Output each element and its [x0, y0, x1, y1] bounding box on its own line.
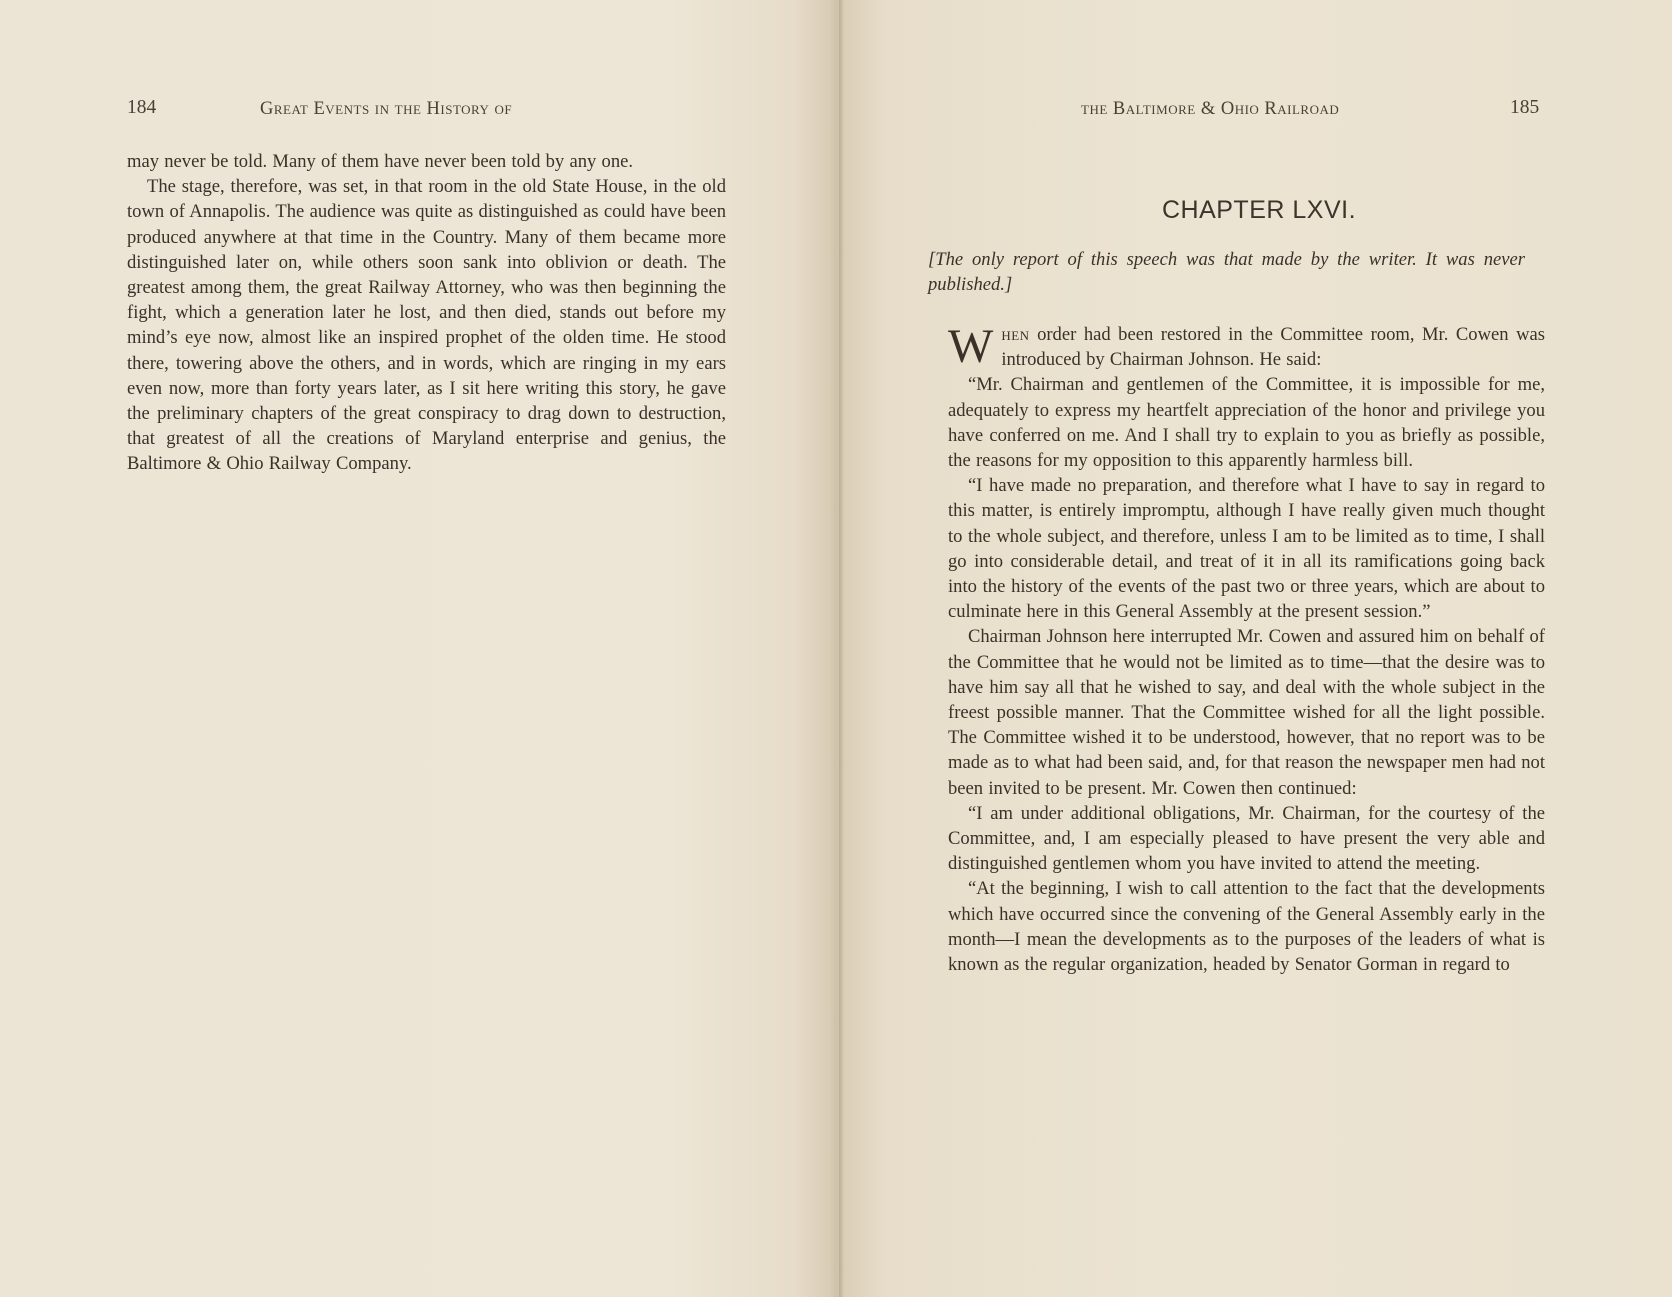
editorial-note: [The only report of this speech was that made by the writer. It was never published.] — [928, 249, 1525, 296]
paragraph: Chairman Johnson here interrupted Mr. Cowen and assured him on behalf of the Committee that he would not be limited as to time—that the desire was to have him say all that he wished to say, and deal with the whole subject in the freest possible manner. That the Committee wished for all the light possible. The Committee wished it to be understood, however, that no report was to be made as to what had been said, and, for that reason the newspaper men had not been invited to be present. Mr. Cowen then continued: — [948, 626, 1545, 799]
paragraph: “I have made no preparation, and therefore what I have to say in regard to this matter, is entirely impromptu, although I have really given much thought to the whole subject, and therefore, unless I am to be limited as to time, I shall go into considerable detail, and treat of it in all its ramifications going back into the history of the events of the past two or three years, which are about to culminate here in this General Assembly at the present session.” — [948, 475, 1545, 623]
body-text — [127, 149, 726, 477]
paragraph: “I am under additional obligations, Mr. Chairman, for the courtesy of the Committee, and, I am especially pleased to have present the very able and distinguished gentlemen whom you have invited to attend the meeting. — [948, 802, 1545, 875]
paragraph: “At the beginning, I wish to call attention to the fact that the developments which have occurred since the convening of the General Assembly early in the month—I mean the developments as to the purposes of the leaders of what is known as the regular organization, headed by Senator Gorman in regard to — [948, 878, 1545, 976]
paragraph: may never be told. Many of them have never been told by any one. — [127, 151, 634, 172]
chapter-title: CHAPTER LXVI. — [1161, 196, 1357, 224]
paragraph: “Mr. Chairman and gentlemen of the Committee, it is impossible for me, adequately to express my heartfelt appreciation of the honor and privilege you have conferred on me. And I shall try to explain to you as briefly as possible, the reasons for my opposition to this apparently harmless bill. — [948, 374, 1545, 472]
running-head: Great Events in the History of — [260, 99, 513, 119]
right-page — [846, 0, 1672, 1297]
drop-cap: W — [948, 320, 994, 373]
running-head: the Baltimore & Ohio Railroad — [1081, 99, 1340, 119]
book-gutter — [839, 0, 843, 1297]
body-text — [948, 322, 1545, 977]
paragraph: The stage, therefore, was set, in that room in the old State House, in the old town of Annapolis. The audience was quite as distinguished as could have been produced anywhere at that time in the Country. Many of them became more distinguished later on, while others soon sank into oblivion or death. The greatest among them, the great Railway Attorney, who was then beginning the fight, which a generation later he lost, and then died, stands out before my mind’s eye now, almost like an inspired prophet of the olden time. He stood there, towering above the others, and in words, which are ringing in my ears even now, more than forty years later, as I sit here writing this story, he gave the preliminary chapters of the great conspiracy to drag down to destruction, that greatest of all the creations of Maryland enterprise and genius, the Baltimore & Ohio Railway Company. — [127, 176, 726, 475]
opening-paragraph — [948, 322, 1545, 372]
page-number: 185 — [1510, 97, 1540, 118]
opening-text: order had been restored in the Committee room, Mr. Cowen was introduced by Chairman Johnson. He said: — [1001, 324, 1545, 371]
lead-in: hen — [1001, 324, 1030, 345]
page-number: 184 — [127, 97, 157, 118]
